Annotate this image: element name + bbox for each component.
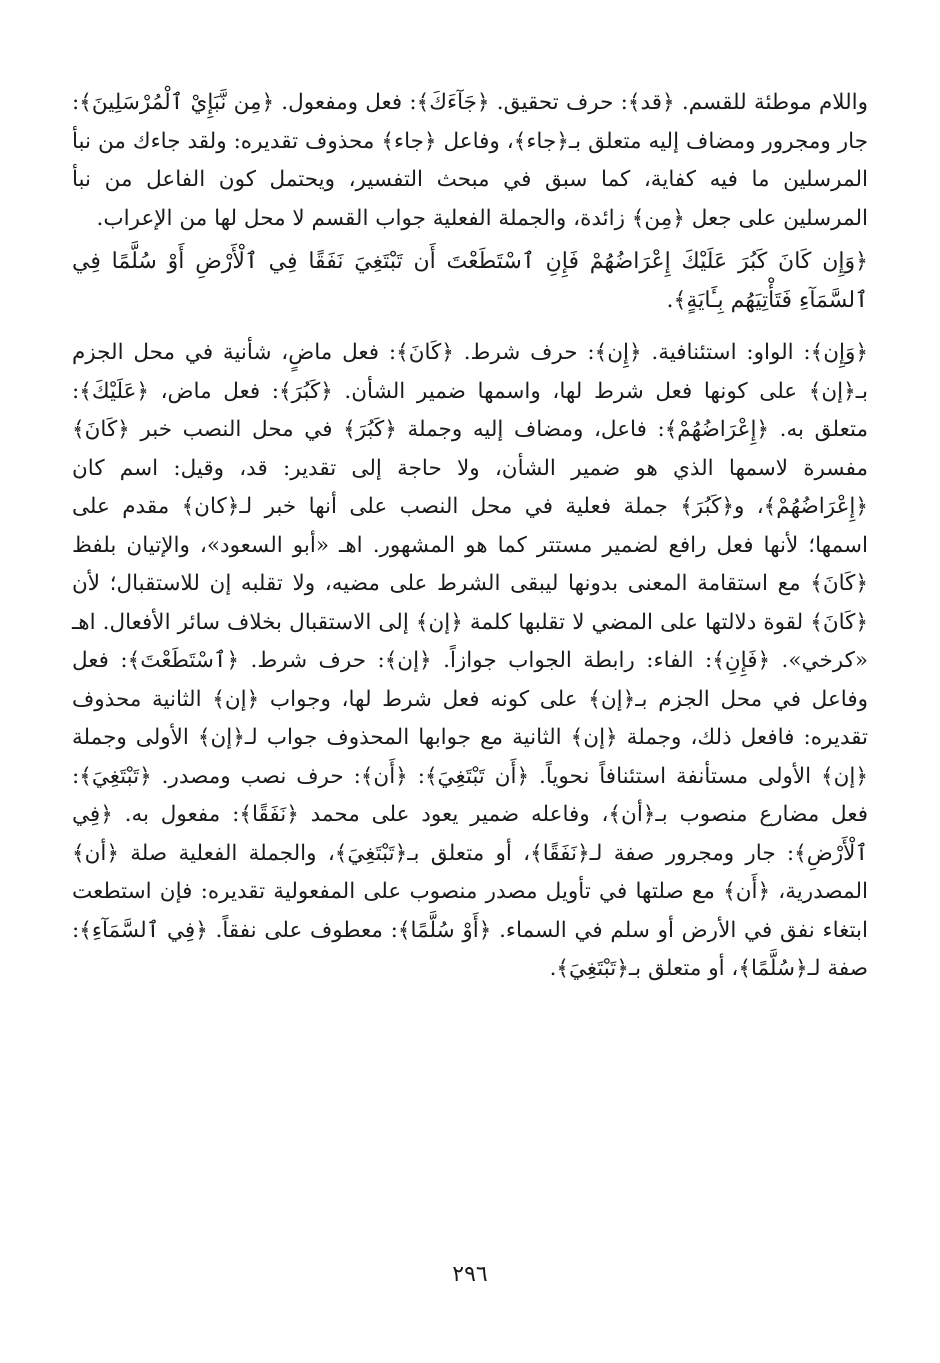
paragraph-intro: واللام موطئة للقسم. ﴿قد﴾: حرف تحقيق. ﴿جَآءَكَ﴾: فعل ومفعول. ﴿مِن نَّبَإِيْ ٱلْمُرْسَلِينَ﴾: جار ومجرور ومضاف إليه متعلق بـ﴿جاء﴾، وفاعل ﴿جاء﴾ محذوف تقديره: ولقد جاءك من نبأ المرسلين ما فيه كفاية، كما سبق في مبحث التفسير، ويحتمل كون الفاعل من نبأ المرسلين على جعل ﴿مِن﴾ زائدة، والجملة الفعلية جواب القسم لا محل لها من الإعراب. [72,90,868,231]
paragraph-irab: ﴿وَإِن﴾: الواو: استئنافية. ﴿إِن﴾: حرف شرط. ﴿كَانَ﴾: فعل ماضٍ، شأنية في محل الجزم بـ﴿إن﴾ على كونها فعل شرط لها، واسمها ضمير الشأن. ﴿كَبُرَ﴾: فعل ماض، ﴿عَلَيْكَ﴾: متعلق به. ﴿إِعْرَاضُهُمْ﴾: فاعل، ومضاف إليه وجملة ﴿كَبُرَ﴾ في محل النصب خبر ﴿كَانَ﴾ مفسرة لاسمها الذي هو ضمير الشأن، ولا حاجة إلى تقدير: قد، وقيل: اسم كان ﴿إِعْرَاضُهُمْ﴾، و﴿كَبُرَ﴾ جملة فعلية في محل النصب على أنها خبر لـ﴿كان﴾ مقدم على اسمها؛ لأنها فعل رافع لضمير مستتر كما هو المشهور. اهـ «أبو السعود»، والإتيان بلفظ ﴿كَانَ﴾ مع استقامة المعنى بدونها ليبقى الشرط على مضيه، ولا تقلبه إن للاستقبال؛ لأن ﴿كَانَ﴾ لقوة دلالتها على المضي لا تقلبها كلمة ﴿إن﴾ إلى الاستقبال بخلاف سائر الأفعال. اهـ «كرخي». ﴿فَإِنِ﴾: الفاء: رابطة الجواب جوازاً. ﴿إن﴾: حرف شرط. ﴿ٱسْتَطَعْتَ﴾: فعل وفاعل في محل الجزم بـ﴿إن﴾ على كونه فعل شرط لها، وجواب ﴿إن﴾ الثانية محذوف تقديره: فافعل ذلك، وجملة ﴿إن﴾ الثانية مع جوابها المحذوف جواب لـ﴿إن﴾ الأولى وجملة ﴿إن﴾ الأولى مستأنفة استئنافاً نحوياً. ﴿أَن تَبْتَغِيَ﴾: ﴿أَن﴾: حرف نصب ومصدر. ﴿تَبْتَغِيَ﴾: فعل مضارع منصوب بـ﴿أن﴾، وفاعله ضمير يعود على محمد ﴿نَفَقًا﴾: مفعول به. ﴿فِي ٱلْأَرْضِ﴾: جار ومجرور صفة لـ﴿نَفَقًا﴾، أو متعلق بـ﴿تَبْتَغِيَ﴾، والجملة الفعلية صلة ﴿أن﴾ المصدرية، ﴿أَن﴾ مع صلتها في تأويل مصدر منصوب على المفعولية تقديره: فإن استطعت ابتغاء نفق في الأرض أو سلم في السماء. ﴿أَوْ سُلَّمًا﴾: معطوف على نفقاً. ﴿فِي ٱلسَّمَآءِ﴾: صفة لـ﴿سُلَّمًا﴾، أو متعلق بـ﴿تَبْتَغِيَ﴾. [72,340,868,981]
quran-verse: ﴿وَإِن كَانَ كَبُرَ عَلَيْكَ إِعْرَاضُهُمْ فَإِنِ ٱسْتَطَعْتَ أَن تَبْتَغِيَ نَفَقًا فِي ٱلْأَرْضِ أَوْ سُلَّمًا فِي ٱلسَّمَآءِ فَتَأْتِيَهُم بِـَٔايَةٍ﴾. [72,249,868,313]
page-number: ٢٩٦ [452,1262,488,1287]
page-body [72,84,868,989]
